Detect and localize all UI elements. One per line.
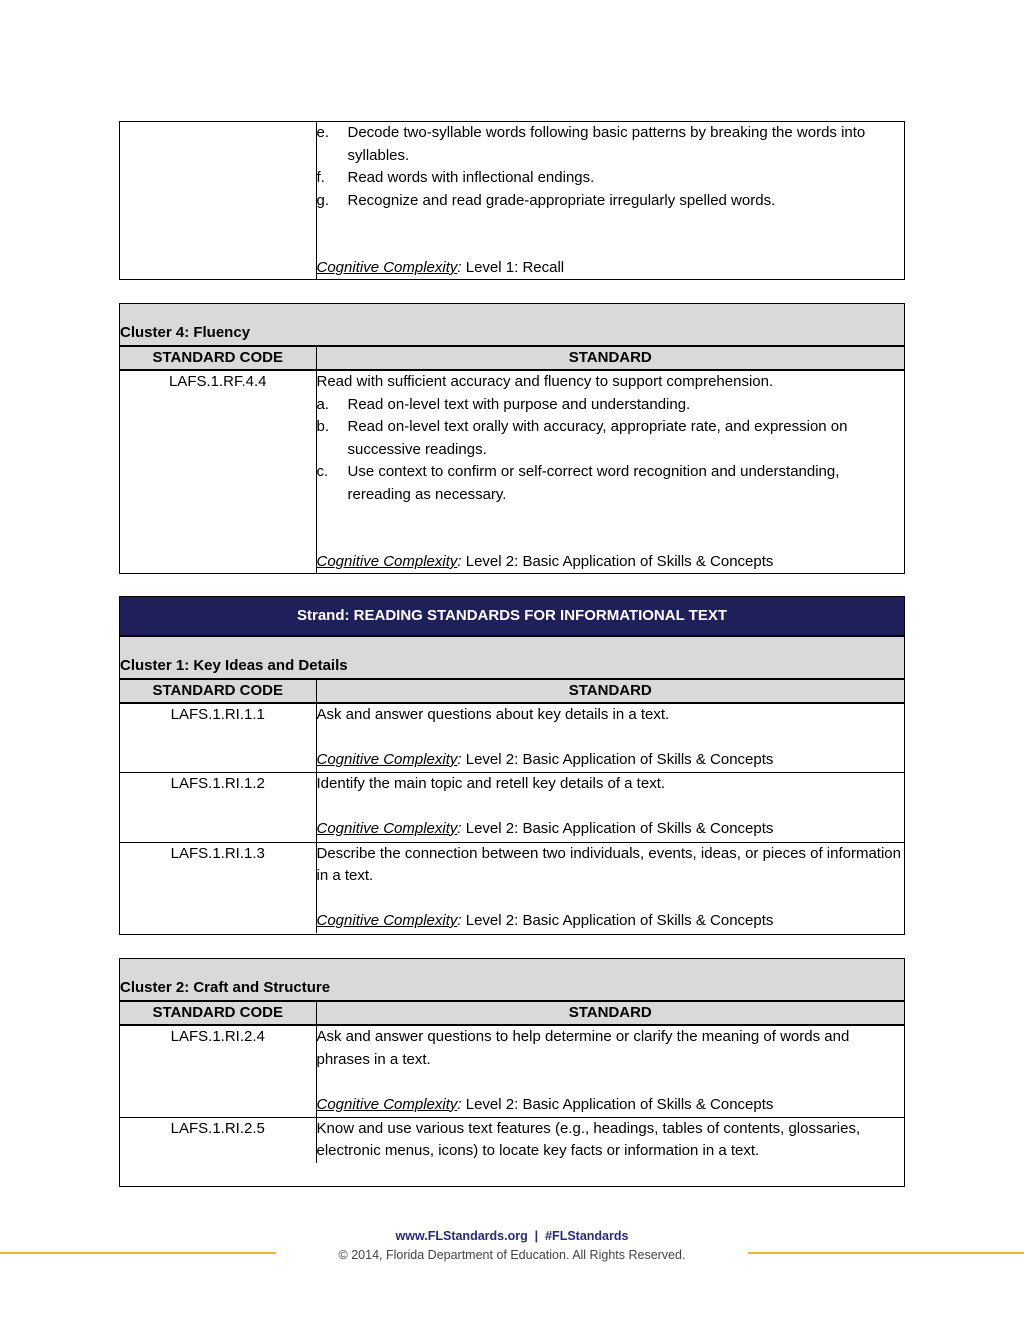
cluster-title: Cluster 4: Fluency — [120, 304, 904, 346]
standard-code: LAFS.1.RI.1.1 — [120, 703, 316, 772]
code-cell-empty — [120, 122, 316, 280]
strand-title: Strand: READING STANDARDS FOR INFORMATIONAL TEXT — [120, 597, 904, 636]
fluency-table — [119, 303, 905, 574]
footer-copyright: © 2014, Florida Department of Education. All Rights Reserved. — [338, 1248, 686, 1262]
standard-code: LAFS.1.RI.1.2 — [120, 772, 316, 842]
list-item: f. Read words with inflectional endings. — [316, 169, 595, 186]
standard-cell — [316, 370, 904, 574]
table-row — [120, 842, 904, 933]
cluster-title: Cluster 1: Key Ideas and Details — [120, 636, 904, 679]
standard-cell — [316, 772, 904, 842]
standard-cell — [316, 1117, 904, 1163]
table-row — [120, 1025, 904, 1117]
informational-text-table — [119, 596, 905, 935]
table-row — [120, 772, 904, 842]
standard-cell — [316, 1025, 904, 1117]
cognitive-complexity: Cognitive Complexity: Level 2: Basic Application of Skills & Concepts — [316, 1095, 774, 1113]
list-item: c. Use context to confirm or self-correct word recognition and understanding, rereading as necessary. — [316, 463, 840, 503]
standard-text: Ask and answer questions about key details in a text. — [316, 706, 670, 723]
list-item: g. Recognize and read grade-appropriate irregularly spelled words. — [316, 191, 776, 209]
continued-standard-table — [119, 121, 905, 280]
cognitive-complexity: Cognitive Complexity: Level 2: Basic Application of Skills & Concepts — [316, 553, 774, 570]
list-item: e. Decode two-syllable words following basic patterns by breaking the words into syllables. — [316, 124, 866, 164]
footer-links[interactable]: www.FLStandards.org | #FLStandards — [395, 1229, 629, 1243]
column-header-code: STANDARD CODE — [120, 346, 316, 370]
table-row — [120, 1117, 904, 1163]
cognitive-complexity: Cognitive Complexity: Level 1: Recall — [316, 259, 565, 276]
standard-code: LAFS.1.RI.2.5 — [120, 1117, 316, 1163]
standard-code: LAFS.1.RI.1.3 — [120, 842, 316, 933]
standard-cell — [316, 703, 904, 772]
list-item: a. Read on-level text with purpose and understanding. — [316, 395, 691, 413]
cognitive-complexity: Cognitive Complexity: Level 2: Basic Application of Skills & Concepts — [316, 912, 774, 929]
standard-text: Read with sufficient accuracy and fluency to support comprehension. — [316, 373, 774, 390]
standard-text: Describe the connection between two individuals, events, ideas, or pieces of information in a text. — [316, 844, 901, 884]
standard-cell — [316, 122, 904, 280]
column-header-standard: STANDARD — [316, 346, 904, 370]
craft-structure-table — [119, 958, 905, 1187]
list-item: b. Read on-level text orally with accuracy, appropriate rate, and expression on successive readings. — [316, 418, 848, 458]
column-header-standard: STANDARD — [316, 1001, 904, 1025]
standard-text: Ask and answer questions to help determine or clarify the meaning of words and phrases in a text. — [316, 1028, 850, 1068]
table-row — [120, 703, 904, 772]
standard-cell — [316, 842, 904, 933]
standard-text: Identify the main topic and retell key details of a text. — [316, 774, 666, 792]
column-header-code: STANDARD CODE — [120, 679, 316, 703]
cognitive-complexity: Cognitive Complexity: Level 2: Basic Application of Skills & Concepts — [316, 819, 774, 837]
column-header-standard: STANDARD — [316, 679, 904, 703]
cognitive-complexity: Cognitive Complexity: Level 2: Basic Application of Skills & Concepts — [316, 751, 774, 768]
standard-code: LAFS.1.RF.4.4 — [120, 370, 316, 574]
standard-text: Know and use various text features (e.g., headings, tables of contents, glossaries, electronic menus, icons) to locate key facts or information in a text. — [316, 1119, 861, 1159]
footer — [0, 1227, 1024, 1265]
standard-code: LAFS.1.RI.2.4 — [120, 1025, 316, 1117]
column-header-code: STANDARD CODE — [120, 1001, 316, 1025]
cluster-title: Cluster 2: Craft and Structure — [120, 959, 904, 1001]
